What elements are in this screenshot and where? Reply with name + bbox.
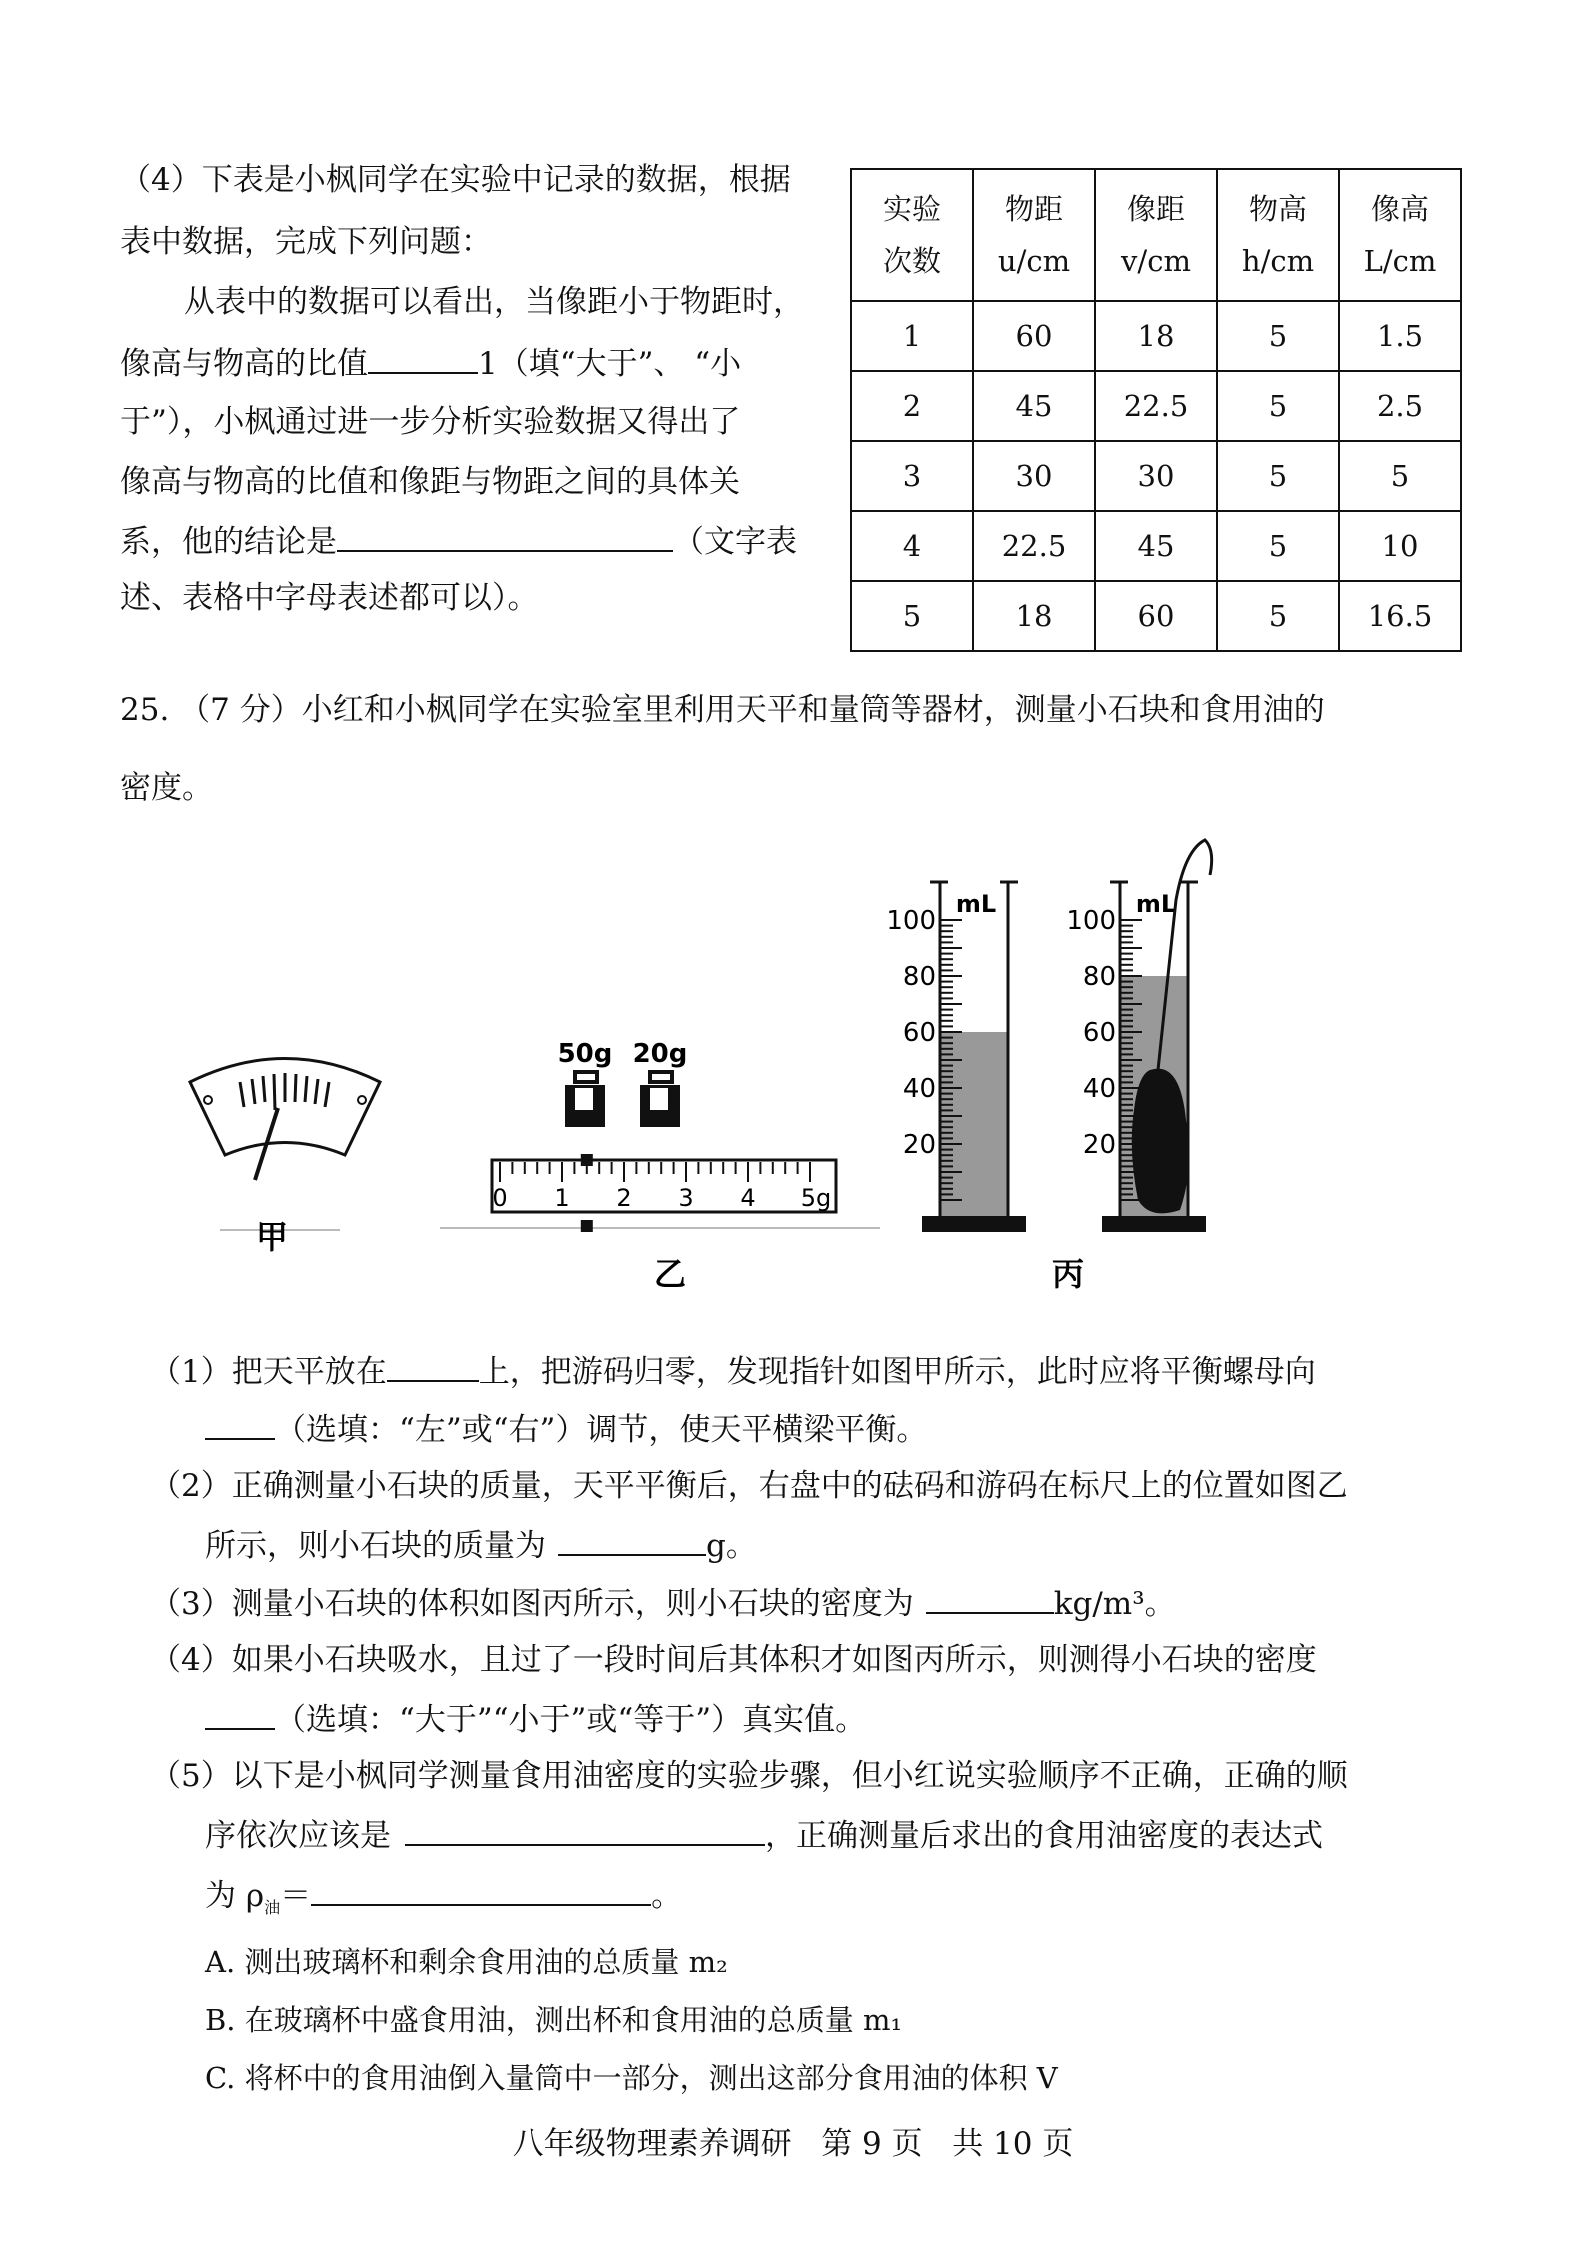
rider-scale-bar (440, 1154, 880, 1232)
header-object-distance: 物距 u/cm (973, 169, 1095, 301)
subq4-line2 (205, 1698, 866, 1740)
answer-blank-compare[interactable] (205, 1698, 275, 1730)
table-row (851, 371, 1461, 441)
subq1-text-b: 上，把游码归零，发现指针如图甲所示，此时应将平衡螺母向 (478, 1354, 1316, 1390)
subq4-line1: （4）如果小石块吸水，且过了一段时间后其体积才如图丙所示，则测得小石块的密度 (150, 1642, 1317, 1678)
table-cell: 1 (851, 301, 973, 371)
answer-blank-expression[interactable] (311, 1874, 651, 1906)
table-cell: 30 (1095, 441, 1217, 511)
table-cell: 5 (1339, 441, 1461, 511)
table-cell: 2.5 (1339, 371, 1461, 441)
table-cell: 45 (973, 371, 1095, 441)
rider-marker (581, 1154, 593, 1166)
subq5-line2 (205, 1814, 1323, 1856)
q24-part4-line5: 于”），小枫通过进一步分析实验数据又得出了 (120, 404, 741, 440)
table-cell: 22.5 (973, 511, 1095, 581)
table-row (851, 511, 1461, 581)
cylinder-1 (886, 882, 1026, 1232)
subq1-text-a: （1）把天平放在 (150, 1354, 387, 1390)
q24-line4-text-a: 像高与物高的比值 (120, 346, 368, 382)
scale-label: 3 (678, 1184, 694, 1212)
q24-part4-line1: （4）下表是小枫同学在实验中记录的数据，根据 (120, 162, 791, 198)
scale-label: 5g (800, 1184, 832, 1212)
figure-bing-label: 丙 (1051, 1255, 1085, 1293)
cylinder-tick-label: 20 (902, 1130, 936, 1160)
figure-yi-label: 乙 (653, 1255, 687, 1293)
subq5-rho-subscript: 油 (264, 1898, 281, 1918)
table-row (851, 581, 1461, 651)
q24-part4-line8: 述、表格中字母表述都可以）。 (120, 580, 539, 616)
subq2-line2 (205, 1524, 757, 1566)
subq3-unit: kg/m³。 (1053, 1586, 1176, 1622)
table-cell: 22.5 (1095, 371, 1217, 441)
header-trial: 实验 次数 (851, 169, 973, 301)
subq2-text-b: 所示，则小石块的质量为 (205, 1528, 546, 1564)
table-cell: 60 (973, 301, 1095, 371)
subq5-line1: （5）以下是小枫同学测量食用油密度的实验步骤，但小红说实验顺序不正确，正确的顺 (150, 1758, 1348, 1794)
q24-line7-text-b: （文字表 (673, 524, 797, 560)
cylinder-tick-label: 80 (1082, 962, 1116, 992)
scale-label: 2 (616, 1184, 632, 1212)
subq1-text-c: （选填：“左”或“右”）调节，使天平横梁平衡。 (275, 1412, 928, 1448)
answer-blank-density[interactable] (926, 1582, 1054, 1614)
subq3-line (150, 1582, 1176, 1624)
answer-blank-order[interactable] (405, 1814, 765, 1846)
figure-jia-label: 甲 (255, 1218, 289, 1256)
cylinder-tick-label: 60 (902, 1018, 936, 1048)
cylinder-1-unit: mL (955, 890, 997, 918)
cylinder-tick-label: 40 (1082, 1074, 1116, 1104)
cylinder-2-unit: mL (1135, 890, 1177, 918)
subq1-line2 (205, 1408, 927, 1450)
weight-20g-icon (640, 1072, 680, 1127)
table-cell: 18 (1095, 301, 1217, 371)
q24-line4-text-b: 1（填“大于”、 “小 (478, 346, 742, 382)
q24-part4-line4 (120, 342, 741, 384)
table-cell: 5 (1217, 371, 1339, 441)
weight-50g-icon (565, 1072, 605, 1127)
subq1-line1 (150, 1350, 1316, 1392)
weight-50g-label: 50g (557, 1039, 613, 1069)
header-object-height: 物高 h/cm (1217, 169, 1339, 301)
subq3-text-a: （3）测量小石块的体积如图丙所示，则小石块的密度为 (150, 1586, 914, 1622)
option-b: B. 在玻璃杯中盛食用油，测出杯和食用油的总质量 m₁ (205, 2003, 903, 2037)
figures-area (0, 820, 1586, 1300)
experiment-data-table (850, 168, 1462, 652)
scale-label: 0 (492, 1184, 508, 1212)
subq5-text-c1: 为 ρ (205, 1878, 265, 1914)
answer-blank-mass[interactable] (558, 1524, 706, 1556)
table-cell: 5 (1217, 301, 1339, 371)
table-cell: 4 (851, 511, 973, 581)
table-cell: 5 (1217, 441, 1339, 511)
table-cell: 3 (851, 441, 973, 511)
header-image-distance: 像距 v/cm (1095, 169, 1217, 301)
subq5-text-b1: 序依次应该是 (205, 1818, 391, 1854)
table-cell: 18 (973, 581, 1095, 651)
q24-line7-text-a: 系，他的结论是 (120, 524, 337, 560)
q24-part4-line6: 像高与物高的比值和像距与物距之间的具体关 (120, 464, 740, 500)
q25-intro-line1: 25. （7 分）小红和小枫同学在实验室里利用天平和量筒等器材，测量小石块和食用油的 (120, 692, 1325, 728)
q25-intro-line2: 密度。 (120, 770, 213, 806)
table-cell: 5 (1217, 581, 1339, 651)
answer-blank-conclusion[interactable] (337, 520, 673, 552)
weight-20g-label: 20g (632, 1039, 688, 1069)
table-cell: 10 (1339, 511, 1461, 581)
cylinder-tick-label: 100 (886, 906, 936, 936)
table-cell: 16.5 (1339, 581, 1461, 651)
table-cell: 1.5 (1339, 301, 1461, 371)
table-cell: 5 (851, 581, 973, 651)
cylinder-tick-label: 20 (1082, 1130, 1116, 1160)
rider-marker-bottom (581, 1220, 593, 1232)
scale-label: 4 (740, 1184, 756, 1212)
page-footer: 八年级物理素养调研 第 9 页 共 10 页 (512, 2126, 1074, 2162)
scale-label: 1 (554, 1184, 570, 1212)
q24-part4-line2: 表中数据，完成下列问题： (120, 224, 492, 260)
subq5-text-c2: ＝ (280, 1878, 312, 1914)
table-row (851, 441, 1461, 511)
table-cell: 30 (973, 441, 1095, 511)
answer-blank-placement[interactable] (387, 1350, 479, 1382)
subq5-text-c3: 。 (651, 1878, 683, 1914)
subq5-text-b2: ，正确测量后求出的食用油密度的表达式 (765, 1818, 1323, 1854)
answer-blank-ratio[interactable] (368, 342, 478, 374)
cylinder-tick-label: 100 (1066, 906, 1116, 936)
table-cell: 60 (1095, 581, 1217, 651)
cylinder-tick-label: 60 (1082, 1018, 1116, 1048)
option-c: C. 将杯中的食用油倒入量筒中一部分，测出这部分食用油的体积 V (205, 2061, 1058, 2095)
option-a: A. 测出玻璃杯和剩余食用油的总质量 m₂ (205, 1945, 728, 1979)
q24-part4-line7 (120, 520, 797, 562)
subq4-text-b: （选填：“大于”“小于”或“等于”）真实值。 (275, 1702, 867, 1738)
header-image-height: 像高 L/cm (1339, 169, 1461, 301)
subq2-unit: g。 (706, 1528, 757, 1564)
answer-blank-direction[interactable] (205, 1408, 275, 1440)
subq5-line3 (205, 1874, 682, 1928)
table-header-row (851, 169, 1461, 301)
cylinder-2 (1066, 840, 1211, 1232)
q24-part4-line3: 从表中的数据可以看出，当像距小于物距时， (184, 284, 804, 320)
weights-and-scale-figure (440, 1039, 880, 1232)
cylinder-tick-label: 40 (902, 1074, 936, 1104)
cylinder-tick-label: 80 (902, 962, 936, 992)
table-cell: 2 (851, 371, 973, 441)
table-cell: 45 (1095, 511, 1217, 581)
table-row (851, 301, 1461, 371)
balance-pointer-figure (190, 1059, 380, 1231)
subq2-line1: （2）正确测量小石块的质量，天平平衡后，右盘中的砝码和游码在标尺上的位置如图乙 (150, 1468, 1348, 1504)
table-cell: 5 (1217, 511, 1339, 581)
